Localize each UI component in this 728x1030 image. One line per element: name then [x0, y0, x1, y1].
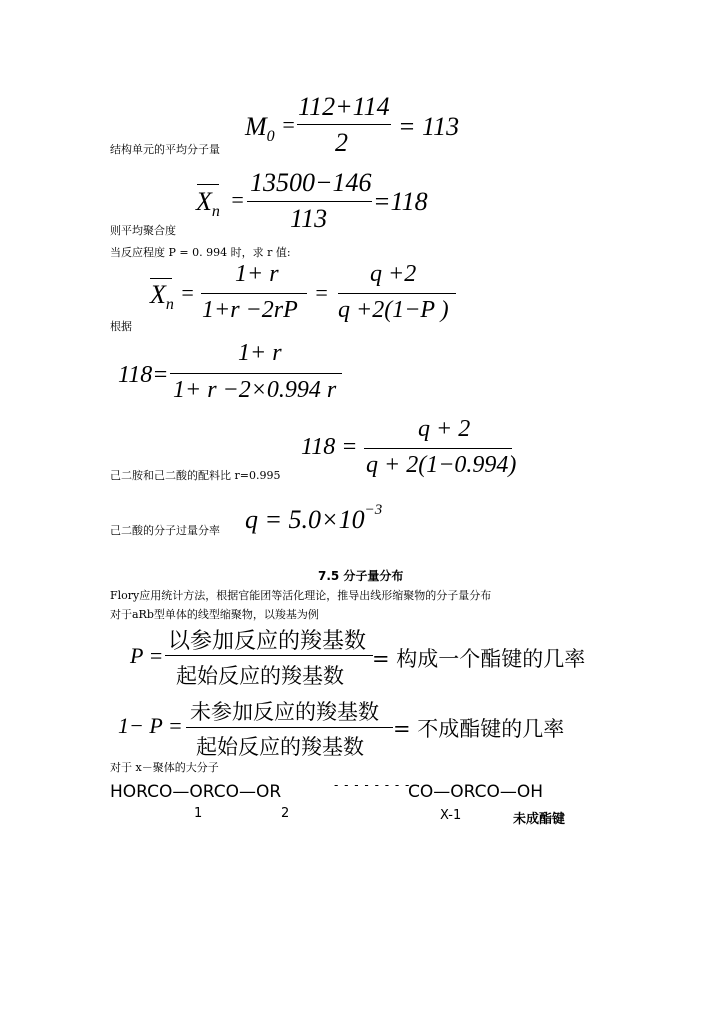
eq2-fraction-bar	[247, 201, 372, 202]
paragraph-flory: Flory应用统计方法，根据官能团等活化理论，推导出线形缩聚物的分子量分布	[110, 589, 492, 602]
eq8-denominator: 起始反应的羧基数	[196, 735, 364, 759]
eq2-numerator: 13500−146	[250, 168, 372, 197]
chain-label-unreacted: 未成酯键	[513, 812, 566, 827]
eq1-lhs: $M_0$	[245, 112, 275, 146]
eq8-numerator: 未参加反应的羧基数	[190, 700, 379, 724]
eq3-fraction-bar-1	[201, 293, 307, 294]
chain-label-2: 2	[281, 806, 290, 821]
eq3-fraction-bar-2	[338, 293, 456, 294]
eq8-lhs: 1− P =	[118, 713, 183, 738]
eq6-label: 己二酸的分子过量分率	[110, 524, 220, 537]
eq4-numerator: 1+ r	[238, 340, 282, 366]
eq1-denominator: 2	[335, 128, 348, 157]
eq3-equals-1: =	[180, 280, 195, 305]
eq6-expression: $q = 5.0\times 10^{-3}$	[245, 502, 383, 534]
eq1-numerator: 112+114	[298, 92, 390, 121]
chain-label-x-1: X-1	[440, 808, 462, 823]
eq5-fraction-bar	[364, 448, 512, 449]
eq3-lhs: $X_n$	[150, 280, 174, 314]
eq7-fraction-bar	[165, 655, 373, 656]
eq4-fraction-bar	[170, 373, 342, 374]
eq5-lhs: 118 =	[301, 434, 358, 460]
eq8-rhs: = 不成酯键的几率	[393, 717, 565, 741]
eq3-equals-2: =	[314, 280, 329, 305]
eq2-overline	[197, 184, 219, 185]
eq1-rhs: = 113	[398, 112, 460, 141]
eq5-numerator: q + 2	[418, 416, 471, 442]
eq3-overline	[150, 278, 172, 279]
paragraph-arb: 对于aRb型单体的线型缩聚物，以羧基为例	[110, 608, 319, 621]
eq5-denominator: q + 2(1−0.994)	[366, 452, 517, 478]
eq3-denominator-1: 1+r −2rP	[202, 297, 298, 323]
eq3-denominator-2: q +2(1−P )	[338, 297, 449, 323]
eq1-label: 结构单元的平均分子量	[110, 143, 220, 156]
eq3-numerator-2: q +2	[370, 261, 417, 287]
eq2-rhs: =118	[373, 187, 428, 216]
eq7-rhs: = 构成一个酯键的几率	[372, 647, 586, 671]
eq1-equals: =	[281, 112, 296, 137]
eq5-label: 己二胺和己二酸的配料比 r=0.995	[110, 469, 281, 482]
eq4-lhs: 118=	[118, 362, 169, 388]
chain-right: CO—ORCO—OH	[408, 782, 544, 802]
chain-left: HORCO—ORCO—OR	[110, 782, 282, 802]
section-title: 7.5 分子量分布	[318, 569, 404, 583]
chain-label-1: 1	[194, 806, 203, 821]
eq2-lhs: $X_n$	[196, 187, 220, 221]
eq2-denominator: 113	[290, 204, 328, 233]
eq2-equals: =	[230, 187, 245, 212]
condition-line: 当反应程度 P = 0. 994 时，求 r 值:	[110, 246, 291, 259]
eq7-numerator: 以参加反应的羧基数	[168, 629, 367, 654]
chain-dashes: - - - - - - - - -	[334, 778, 421, 792]
eq4-denominator: 1+ r −2×0.994 r	[173, 377, 337, 403]
eq7-lhs: P =	[130, 643, 164, 668]
paragraph-xmer: 对于 x－聚体的大分子	[110, 761, 219, 774]
eq7-denominator: 起始反应的羧基数	[176, 664, 344, 688]
eq2-label: 则平均聚合度	[110, 224, 176, 237]
eq3-numerator-1: 1+ r	[235, 261, 279, 287]
eq1-fraction-bar	[297, 124, 391, 125]
eq8-fraction-bar	[186, 727, 393, 728]
eq3-label: 根据	[110, 320, 132, 333]
